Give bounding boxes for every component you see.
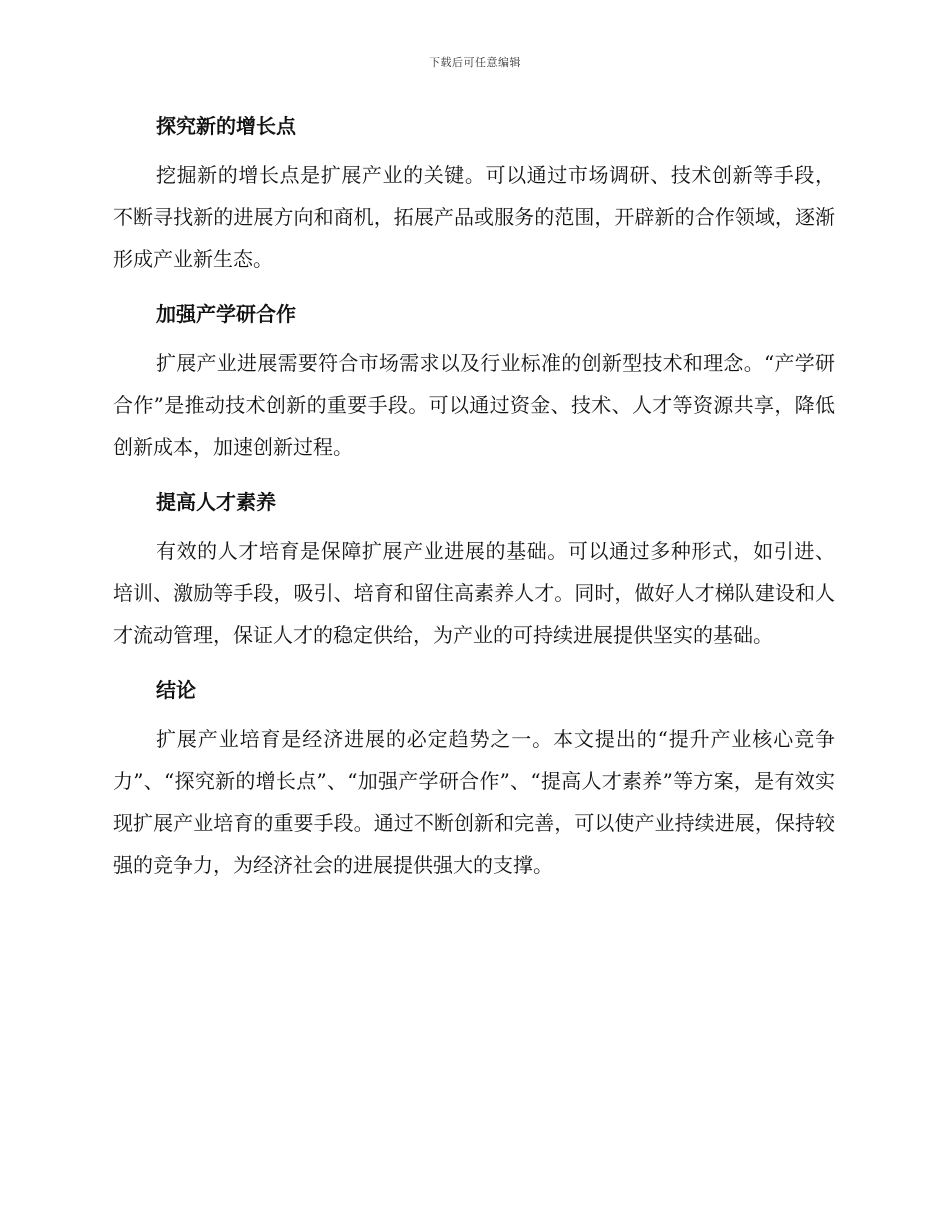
header-note: 下载后可任意编辑	[429, 56, 521, 69]
section-paragraph: 挖掘新的增长点是扩展产业的关键。可以通过市场调研、技术创新等手段，不断寻找新的进展方向和商机，拓展产品或服务的范围，开辟新的合作领域，逐渐形成产业新生态。	[113, 163, 835, 271]
section-paragraph: 扩展产业进展需要符合市场需求以及行业标准的创新型技术和理念。“产学研合作”是推动技术创新的重要手段。可以通过资金、技术、人才等资源共享，降低创新成本，加速创新过程。	[113, 351, 835, 459]
section-heading: 提高人才素养	[156, 490, 276, 514]
section-heading: 结论	[156, 678, 196, 702]
document-body	[113, 104, 835, 898]
section-growth-points	[113, 104, 835, 280]
section-paragraph: 有效的人才培育是保障扩展产业进展的基础。可以通过多种形式，如引进、培训、激励等手段，吸引、培育和留住高素养人才。同时，做好人才梯队建设和人才流动管理，保证人才的稳定供给，为产业的可持续进展提供坚实的基础。	[113, 539, 835, 647]
section-talent	[113, 480, 835, 656]
section-paragraph: 扩展产业培育是经济进展的必定趋势之一。本文提出的“提升产业核心竞争力”、“探究新的增长点”、“加强产学研合作”、“提高人才素养”等方案，是有效实现扩展产业培育的重要手段。通过不断创新和完善，可以使产业持续进展，保持较强的竞争力，为经济社会的进展提供强大的支撑。	[113, 727, 835, 877]
section-heading: 探究新的增长点	[156, 114, 296, 138]
section-industry-academia	[113, 292, 835, 468]
section-conclusion	[113, 668, 835, 886]
section-heading: 加强产学研合作	[156, 302, 296, 326]
